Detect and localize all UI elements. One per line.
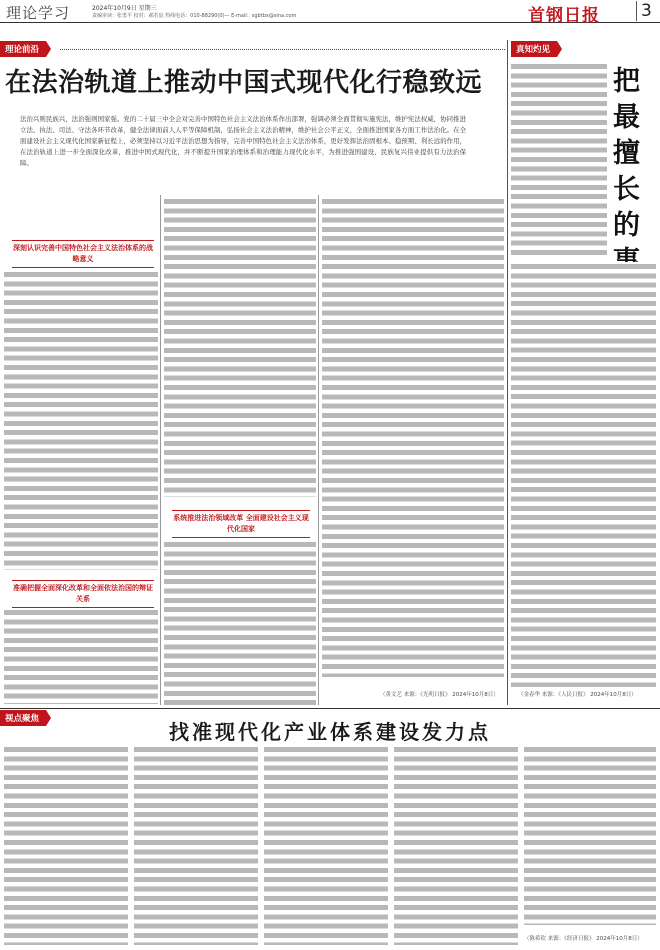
- body-text-col1b: [4, 608, 158, 704]
- bottom-text-col1: [4, 745, 128, 945]
- side-text-body: [511, 262, 656, 687]
- bottom-divider: [0, 708, 660, 709]
- article-title: 在法治轨道上推动中国式现代化行稳致远: [5, 68, 483, 98]
- subhead-1: 深刻认识完善中国特色社会主义法治体系的战略意义: [12, 240, 154, 268]
- newspaper-masthead: 首钢日报: [528, 6, 600, 26]
- body-text-col2b: [164, 540, 316, 705]
- tag-divider: [60, 49, 505, 50]
- body-text-col2: [164, 197, 316, 497]
- body-text-col3: [322, 197, 504, 677]
- side-article-source: （金春华 来源：《人民日报》 2024年10月8日）: [518, 692, 637, 698]
- side-text-top: [511, 62, 607, 257]
- subhead-3: 准确把握全面深化改革和全面依法治国的辩证关系: [12, 580, 154, 608]
- page-number: 3: [636, 1, 652, 21]
- bottom-text-col2: [134, 745, 258, 945]
- bottom-text-col4: [394, 745, 518, 945]
- bottom-text-col3: [264, 745, 388, 945]
- article-lead: 法治兴则民族兴，法治强则国家强。党的二十届三中全会对完善中国特色社会主义法治体系作出部署，强调必须全面贯彻实施宪法，维护宪法权威，协同推进立法、执法、司法、守法各环节改革，健全法律面前人人平等保障机制，弘扬社会主义法治精神，维护社会公平正义，全面推进国家各方面工作法治化。在全面建设社会主义现代化国家新征程上，必须坚持以习近平法治思想为指导，完善中国特色社会主义法治体系，更好发挥法治固根本、稳预期、利长远的作用，在法治轨道上进一步全面深化改革，推进中国式现代化，并不断提升国家治理体系和治理能力现代化水平，为推进强国建设、民族复兴伟业提供有力法治保障。: [20, 115, 466, 167]
- article-source: （黄文艺 来源：《光明日报》 2024年10月8日）: [380, 692, 499, 698]
- bottom-text-col5: [524, 745, 656, 925]
- bottom-article-title: 找准现代化产业体系建设发力点: [169, 720, 491, 744]
- bottom-article-source: （陈希钦 来源：《经济日报》 2024年10月8日）: [524, 936, 643, 942]
- section-tag-bottom: 视点聚焦: [0, 710, 46, 726]
- subhead-2: 系统推进法治领域改革 全面建设社会主义现代化国家: [172, 510, 310, 538]
- column-rule: [318, 195, 319, 705]
- issue-date: 2024年10月9日 星期三: [92, 5, 157, 12]
- section-tag-left: 理论前沿: [0, 41, 46, 57]
- section-tag-right: 真知灼见: [511, 41, 557, 57]
- right-column-rule: [507, 40, 508, 705]
- section-title: 理论学习: [6, 4, 71, 22]
- editor-info: 责编审读：张勇平 校对：郝若宸 热线电话：010-88290(0)— E-mail：sgbtbx@sina.com: [92, 13, 297, 19]
- column-rule: [160, 195, 161, 705]
- body-text-col1: [4, 270, 158, 570]
- side-article-title: 把最擅长的: [613, 66, 640, 241]
